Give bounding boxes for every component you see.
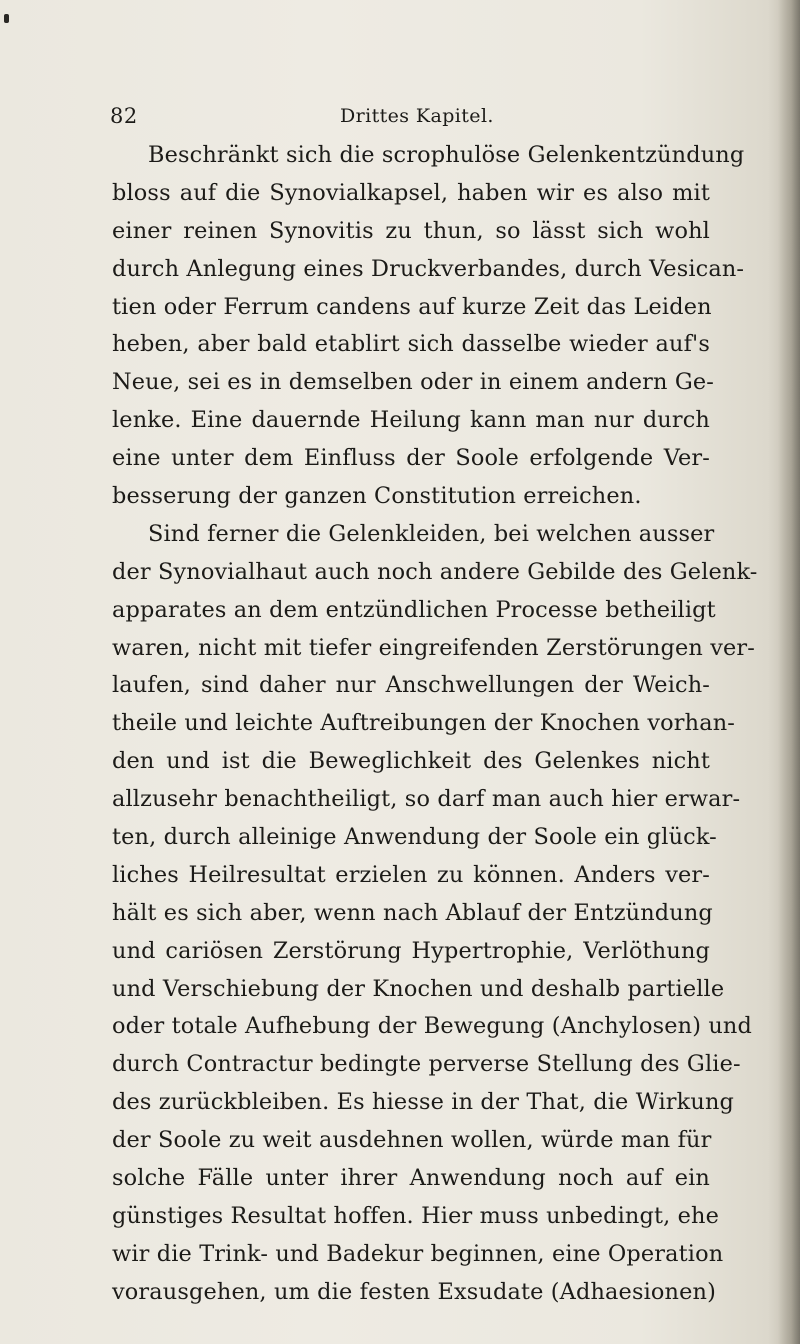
page-header: [110, 104, 710, 132]
text-line: theile und leichte Auftreibungen der Knochen vorhan-: [112, 710, 736, 737]
page-number: 82: [110, 104, 138, 128]
text-line: allzusehr benachtheiligt, so darf man auch hier erwar-: [112, 786, 741, 813]
body-text: [112, 137, 758, 1312]
text-line: heben, aber bald etablirt sich dasselbe wieder auf's: [112, 331, 710, 358]
text-line: günstiges Resultat hoffen. Hier muss unbedingt, ehe: [112, 1202, 720, 1229]
text-line: der Soole zu weit ausdehnen wollen, würde man für: [112, 1127, 712, 1154]
text-line: den und ist die Beweglichkeit des Gelenkes nicht: [112, 748, 710, 775]
running-head: Drittes Kapitel.: [340, 105, 494, 127]
text-line: und cariösen Zerstörung Hypertrophie, Verlöthung: [112, 937, 710, 964]
text-line: ten, durch alleinige Anwendung der Soole ein glück-: [112, 824, 717, 851]
text-line: bloss auf die Synovialkapsel, haben wir es also mit: [112, 179, 710, 206]
text-line: wir die Trink- und Badekur beginnen, eine Operation: [112, 1240, 724, 1267]
text-line: tien oder Ferrum candens auf kurze Zeit das Leiden: [112, 293, 712, 320]
text-line: der Synovialhaut auch noch andere Gebilde des Gelenk-: [112, 558, 758, 585]
text-line: liches Heilresultat erzielen zu können. Anders ver-: [112, 861, 710, 888]
text-line: Neue, sei es in demselben oder in einem andern Ge-: [112, 369, 714, 396]
text-line: durch Contractur bedingte perverse Stellung des Glie-: [112, 1051, 741, 1078]
text-line: Sind ferner die Gelenkleiden, bei welchen ausser: [148, 520, 715, 547]
text-line: apparates an dem entzündlichen Processe betheiligt: [112, 596, 716, 623]
scan-shadow-edge: [778, 0, 800, 1344]
text-line: oder totale Aufhebung der Bewegung (Anchylosen) und: [112, 1013, 752, 1040]
text-line: und Verschiebung der Knochen und deshalb partielle: [112, 975, 725, 1002]
text-line: solche Fälle unter ihrer Anwendung noch auf ein: [112, 1165, 710, 1192]
text-line: des zurückbleiben. Es hiesse in der That, die Wirkung: [112, 1089, 734, 1116]
text-line: lenke. Eine dauernde Heilung kann man nur durch: [112, 407, 710, 434]
text-line: besserung der ganzen Constitution erreichen.: [112, 483, 642, 510]
text-line: laufen, sind daher nur Anschwellungen der Weich-: [112, 672, 710, 699]
text-line: waren, nicht mit tiefer eingreifenden Zerstörungen ver-: [112, 634, 755, 661]
text-line: durch Anlegung eines Druckverbandes, durch Vesican-: [112, 255, 745, 282]
text-line: einer reinen Synovitis zu thun, so lässt sich wohl: [112, 217, 710, 244]
text-line: Beschränkt sich die scrophulöse Gelenkentzündung: [148, 142, 745, 168]
text-line: vorausgehen, um die festen Exsudate (Adhaesionen): [112, 1278, 716, 1305]
text-line: hält es sich aber, wenn nach Ablauf der Entzündung: [112, 899, 713, 926]
ink-speck: [4, 14, 9, 23]
text-line: eine unter dem Einfluss der Soole erfolgende Ver-: [112, 445, 710, 472]
